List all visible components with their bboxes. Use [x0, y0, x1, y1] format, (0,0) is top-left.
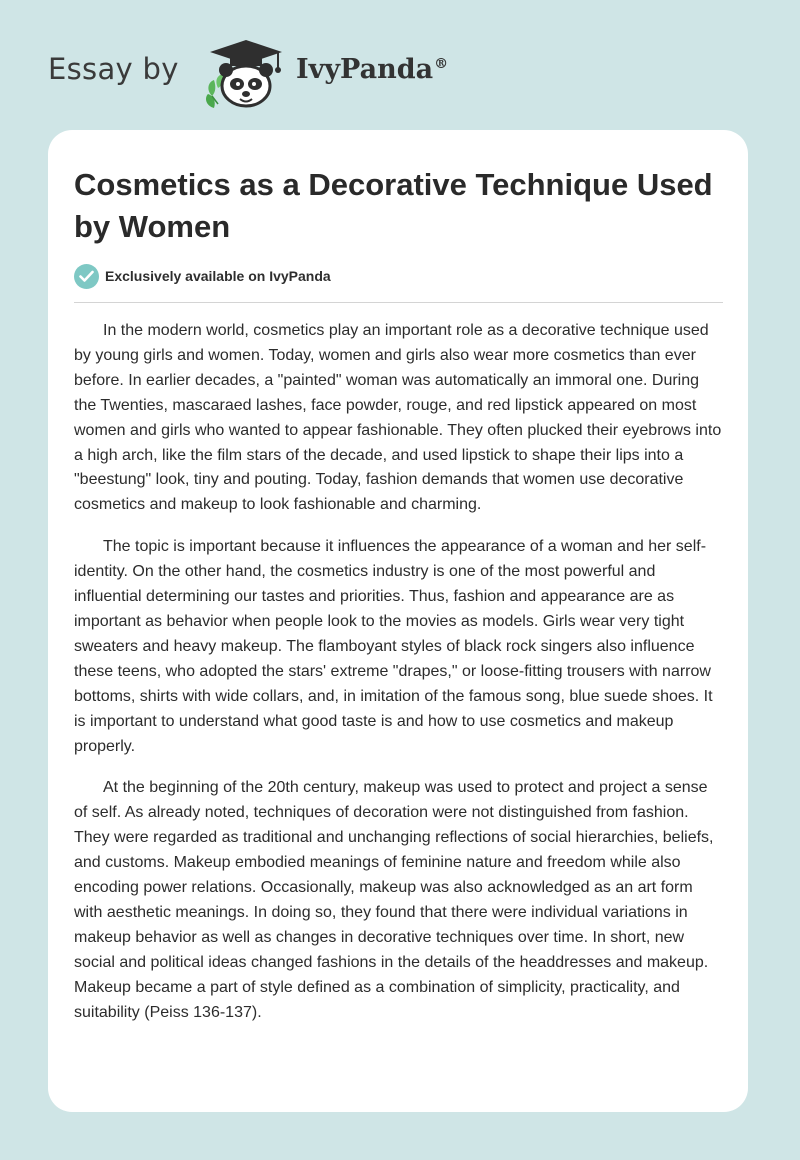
paragraph: The topic is important because it influences the appearance of a woman and her self-identity. On the other hand, the cosmetics industry is one of the most powerful and influential determining our tastes and priorities. Thus, fashion and appearance are as important as behavior when people look to the movies as models. Girls wear very tight sweaters and heavy makeup. The flamboyant styles of black rock singers also influence these teens, who adopted the stars' extreme "drapes," or loose-fitting trousers with narrow bottoms, shirts with wide collars, and, in imitation of the famous song, blue suede shoes. It is important to understand what good taste is and how to use cosmetics and makeup properly.	[74, 538, 713, 755]
site-header	[48, 34, 508, 114]
essay-by-label: Essay by	[48, 52, 179, 86]
paragraph: At the beginning of the 20th century, makeup was used to protect and project a sense of self. As already noted, techniques of decoration were not distinguished from fashion. They were regarded as traditional and unchanging reflections of social hierarchies, beliefs, and customs. Makeup embodied meanings of feminine nature and freedom while also encoding power relations. Occasionally, makeup was also acknowledged as an art form with aesthetic meanings. In doing so, they found that there were individual variations in makeup behavior as well as changes in decorative techniques over time. In short, new social and political ideas changed fashions in the details of the headdresses and makeup. Makeup became a part of style defined as a combination of simplicity, practicality, and suitability (Peiss 136-137).	[74, 779, 714, 1021]
registered-mark: ®	[434, 56, 449, 72]
exclusive-badge	[74, 263, 331, 289]
divider	[74, 302, 723, 303]
paragraph: In the modern world, cosmetics play an important role as a decorative technique used by young girls and women. Today, women and girls also wear more cosmetics than ever before. In earlier decades, a "painted" woman was automatically an immoral one. During the Twenties, mascaraed lashes, face powder, rouge, and red lipstick appeared on most women and girls who wanted to appear fashionable. They often plucked their eyebrows into a high arch, like the film stars of the decade, and used lipstick to shape their lips into a "beestung" look, tiny and pouting. Today, fashion demands that women use decorative cosmetics and makeup to look fashionable and charming.	[74, 322, 722, 514]
page-title: Cosmetics as a Decorative Technique Used by Women	[74, 167, 713, 244]
check-circle-icon	[74, 264, 99, 289]
essay-card	[48, 130, 748, 1112]
exclusive-badge-label: Exclusively available on IvyPanda	[105, 268, 331, 284]
panda-graduate-icon[interactable]	[202, 34, 290, 110]
essay-body	[74, 319, 724, 1042]
brand-logo-text[interactable]: IvyPanda®	[296, 54, 449, 85]
